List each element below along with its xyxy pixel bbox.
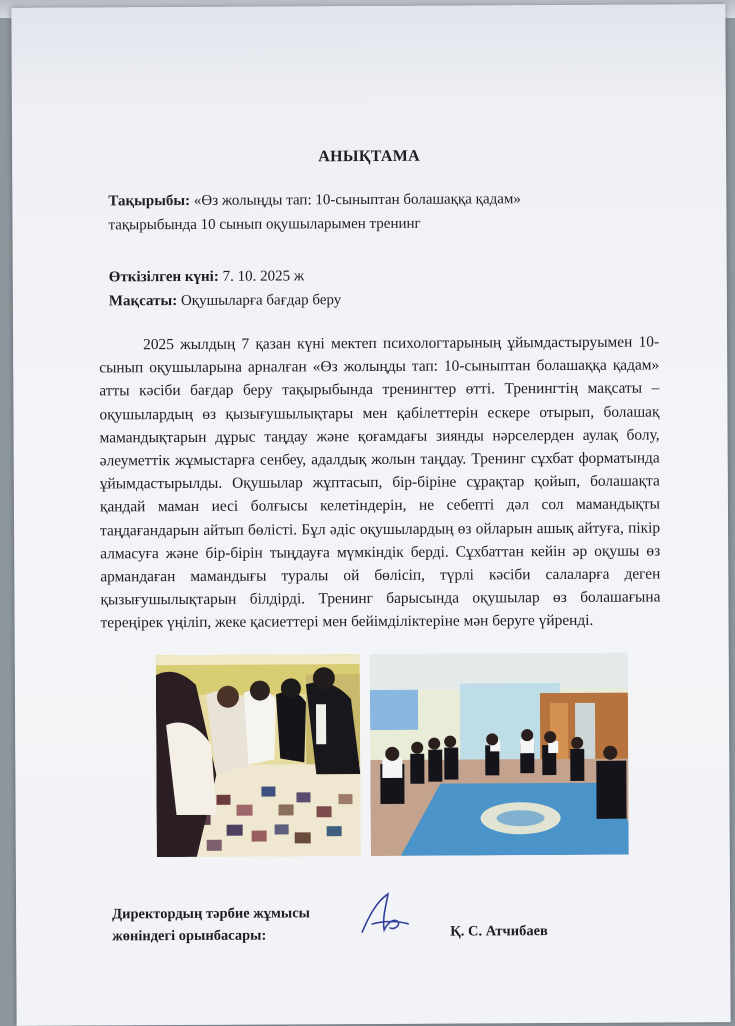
photo-students-cards: [156, 654, 361, 857]
goal-line: [109, 292, 341, 310]
topic-label: Тақырыбы:: [108, 192, 191, 210]
date-line: [109, 268, 305, 286]
body-paragraph: 2025 жылдың 7 қазан күні мектеп психологтарының ұйымдастыруымен 10-сынып оқушыларына арналған «Өз жолыңды тап: 10-сыныптан болашаққа қадам» атты кәсіби бағдар беру тақырыбында тренингтер өтті. Тренингтің мақсаты – оқушылардың өз қызығушылықтары мен қабілеттерін ескере отырып, болашақ мамандықтарын дұрыс таңдау және қоғамдағы зиянды нәрселерден аулақ болу, әлеуметтік жұмыстарға сенбеу, адалдық жолын таңдау. Тренинг сұхбат форматында ұйымдастырылды. Оқушылар жұптасып, бір-біріне сұрақтар қойып, болашақта қандай маман иесі болғысы келетіндерін, не себепті дәл сол мамандықты таңдағандарын айтып бөлісті. Бұл әдіс оқушылардың өз ойларын ашық айтуға, пікір алмасуға және бір-бірін тыңдауға мүмкіндік берді. Сұхбаттан кейін әр оқушы өз армандаған мамандығы туралы ой бөлісіп, түрлі кәсіби салаларға деген қызығушылықтарын білдірді. Тренинг барысында оқушылар өз болашағына тереңірек үңіліп, жеке қасиеттері мен бейімділіктеріне мән беруге үйренді.: [99, 333, 661, 632]
document-page: [11, 4, 730, 1026]
signatory-position: [112, 902, 310, 947]
position-line-1: Директордың тәрбие жұмысы: [112, 905, 311, 923]
topic-line-2: тақырыбында 10 сынып оқушыларымен тренинг: [108, 215, 421, 234]
signatory-name: Қ. С. Атчибаев: [450, 923, 548, 940]
date-label: Өткізілген күні:: [108, 268, 219, 286]
photo-classroom-circle: [370, 653, 629, 856]
topic-line-1: [108, 191, 521, 210]
photo-strip: [156, 653, 629, 857]
date-value: 7. 10. 2025 ж: [222, 268, 305, 285]
goal-label: Мақсаты:: [108, 293, 178, 310]
position-line-2: жөніндегі орынбасары:: [112, 927, 267, 945]
handwritten-signature: [354, 888, 414, 947]
topic-text-1: «Өз жолыңды тап: 10-сыныптан болашаққа қадам»: [193, 191, 521, 209]
goal-value: Оқушыларға бағдар беру: [180, 292, 342, 309]
document-title: АНЫҚТАМА: [318, 147, 421, 166]
